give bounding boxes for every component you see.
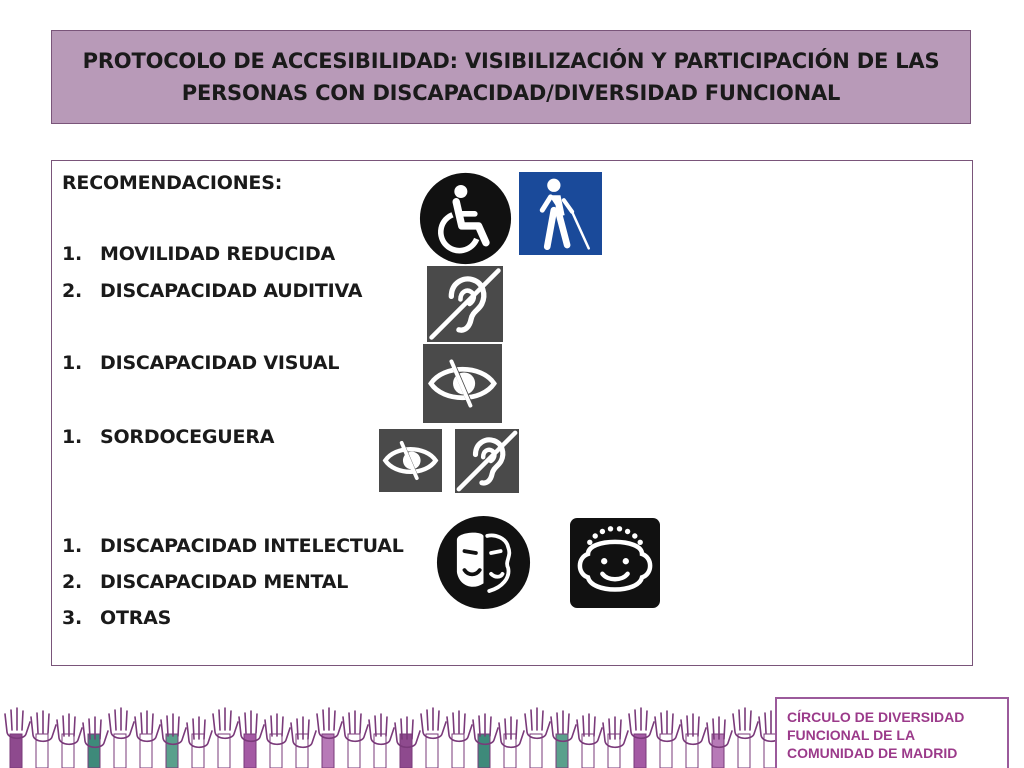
raised-hand <box>343 711 368 768</box>
intellectual-disability-icon <box>436 515 531 610</box>
raised-hand <box>733 708 758 768</box>
item-number: 1. <box>62 243 83 265</box>
raised-hand <box>239 711 264 768</box>
logo-line-1: CÍRCULO DE DIVERSIDAD <box>787 709 965 725</box>
raised-hand <box>551 711 576 768</box>
logo-line-2: FUNCIONAL DE LA <box>787 727 916 743</box>
raised-hand <box>681 714 706 768</box>
hearing-impaired-small-icon <box>455 429 519 493</box>
item-label: DISCAPACIDAD INTELECTUAL <box>100 535 404 557</box>
item-number: 1. <box>62 352 83 374</box>
hearing-impaired-icon <box>427 266 503 342</box>
raised-hands-decoration <box>0 694 776 768</box>
item-number: 1. <box>62 535 83 557</box>
raised-hand <box>629 708 654 768</box>
title-line-2: PERSONAS CON DISCAPACIDAD/DIVERSIDAD FUNCIONAL <box>181 81 841 105</box>
raised-hand <box>161 714 186 768</box>
blind-person-cane-icon <box>519 172 602 255</box>
item-number: 2. <box>62 571 83 593</box>
item-label: DISCAPACIDAD MENTAL <box>100 571 349 593</box>
item-label: SORDOCEGUERA <box>100 426 275 448</box>
raised-hand <box>499 717 524 768</box>
raised-hand <box>213 708 238 768</box>
raised-hand <box>369 714 394 768</box>
wheelchair-icon <box>419 172 512 265</box>
raised-hand <box>707 717 732 768</box>
visual-impairment-icon <box>422 344 503 423</box>
raised-hand <box>447 711 472 768</box>
visual-impairment-small-icon <box>379 429 442 492</box>
raised-hand <box>265 714 290 768</box>
raised-hand <box>655 711 680 768</box>
mental-disability-face-icon <box>570 518 660 608</box>
raised-hand <box>57 714 82 768</box>
raised-hand <box>135 711 160 768</box>
raised-hand <box>5 708 30 768</box>
title-banner <box>51 30 971 124</box>
organization-logo <box>775 697 1009 768</box>
raised-hand <box>473 714 498 768</box>
raised-hand <box>31 711 56 768</box>
raised-hand <box>525 708 550 768</box>
item-label: OTRAS <box>100 607 172 629</box>
item-label: DISCAPACIDAD VISUAL <box>100 352 340 374</box>
item-number: 2. <box>62 280 83 302</box>
title-line-1: PROTOCOLO DE ACCESIBILIDAD: VISIBILIZACIÓN Y PARTICIPACIÓN DE LAS <box>82 49 940 73</box>
item-label: MOVILIDAD REDUCIDA <box>100 243 336 265</box>
raised-hand <box>395 717 420 768</box>
raised-hand <box>577 714 602 768</box>
recommendations-heading: RECOMENDACIONES: <box>62 172 283 194</box>
item-label: DISCAPACIDAD AUDITIVA <box>100 280 363 302</box>
logo-line-3: COMUNIDAD DE MADRID <box>787 745 958 761</box>
item-number: 1. <box>62 426 83 448</box>
item-number: 3. <box>62 607 83 629</box>
raised-hand <box>759 711 776 768</box>
raised-hand <box>603 717 628 768</box>
raised-hand <box>109 708 134 768</box>
raised-hand <box>83 717 108 768</box>
raised-hand <box>421 708 446 768</box>
raised-hand <box>291 717 316 768</box>
raised-hand <box>187 717 212 768</box>
raised-hand <box>317 708 342 768</box>
